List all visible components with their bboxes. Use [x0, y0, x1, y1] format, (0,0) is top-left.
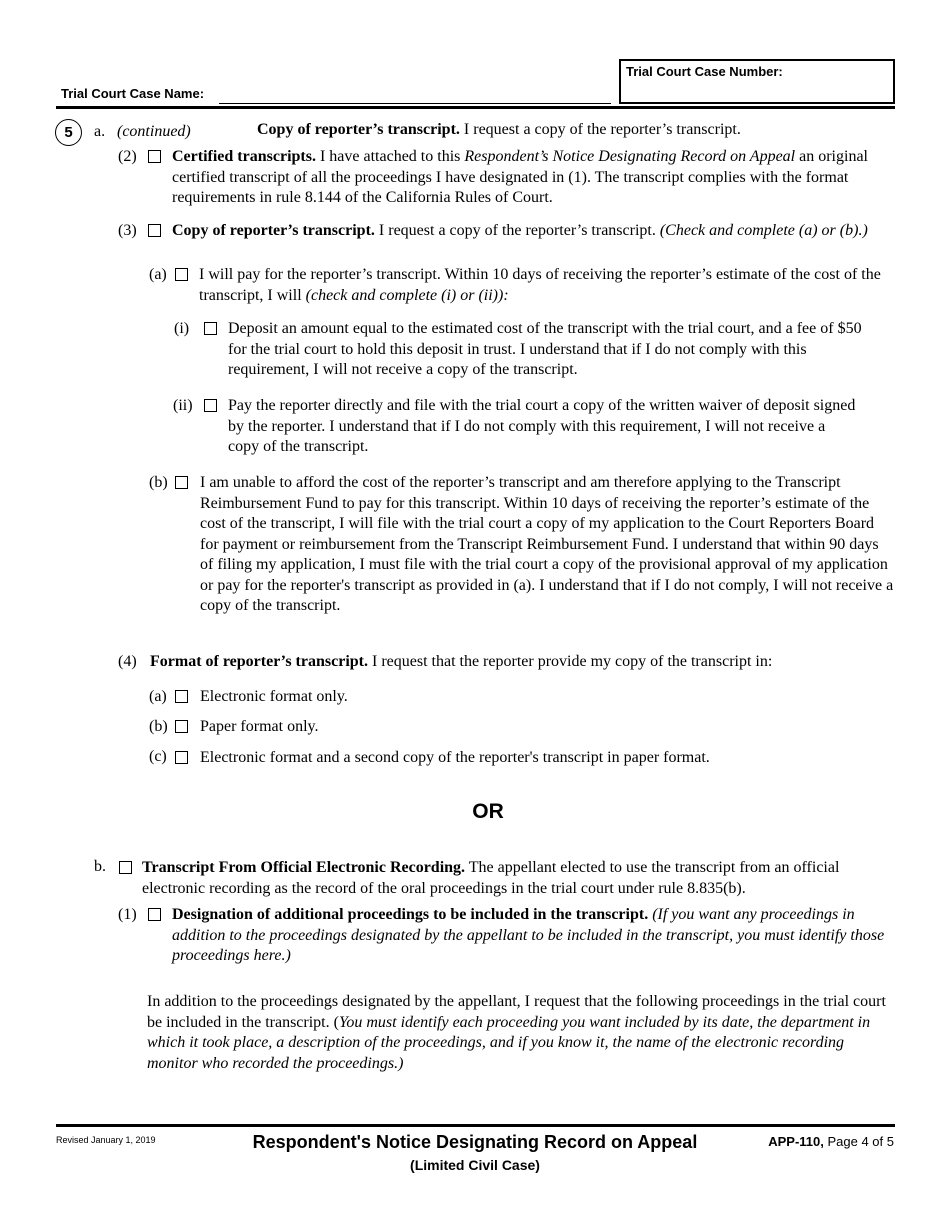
item-b-para-t1: In addition to the proceedings designated by the appellant, I request that the following proceedings in the trial court be included in the transcript. ( [147, 993, 886, 1031]
item-b-bold: Transcript From Official Electronic Recording. [142, 859, 466, 876]
item-b-para-italic: You must identify each proceeding you want included by its date, the department in which it took place, a description of the proceedings, and if you know it, the name of the electronic recording monitor who recorded the proceedings.) [147, 1013, 871, 1072]
paper-format-checkbox[interactable] [175, 720, 188, 733]
item-number: 5 [64, 124, 73, 141]
item-a-intro-bold: Copy of reporter’s transcript. [257, 121, 460, 138]
item-3a-t1: I will pay for the reporter’s transcript. Within 10 days of receiving the reporter’s estimate of the cost of the transcript, I will [199, 266, 881, 304]
item-a-intro [257, 120, 741, 141]
item-a-continued [117, 122, 191, 143]
case-name-field[interactable] [219, 102, 611, 104]
or-divider: OR [472, 800, 504, 823]
additional-proceedings-checkbox[interactable] [148, 908, 161, 921]
item-3a-text [199, 265, 891, 306]
item-b1-number: (1) [118, 906, 137, 923]
item-b1-italic: (If you want any proceedings in addition to the proceedings designated by the appellant to be included in the transcript, you must identify those proceedings here.) [172, 906, 885, 964]
item-b-text [142, 858, 892, 899]
item-2-t2: an original certified transcript of all the proceedings I have designated in (1). The transcript complies with the format requirements in rule 8.144 of the California Rules of Court. [172, 148, 868, 206]
item-3-t1: I request a copy of the reporter’s transcript. [374, 222, 660, 239]
item-b-rest: The appellant elected to use the transcript from an official electronic recording as the record of the oral proceedings in the trial court under rule 8.835(b). [142, 859, 840, 897]
item-a-intro-rest: I request a copy of the reporter’s transcript. [459, 121, 741, 138]
footer-title: Respondent's Notice Designating Record on Appeal [252, 1132, 698, 1152]
pay-directly-checkbox[interactable] [204, 399, 217, 412]
item-ii-label: (ii) [173, 397, 193, 414]
item-4a-label: (a) [149, 688, 167, 705]
electronic-and-paper-checkbox[interactable] [175, 751, 188, 764]
certified-transcripts-checkbox[interactable] [148, 150, 161, 163]
item-3-bold: Copy of reporter’s transcript. [172, 222, 375, 239]
item-4b-label: (b) [149, 718, 168, 735]
item-b1-bold: Designation of additional proceedings to be included in the transcript. [172, 906, 649, 923]
item-4-number: (4) [118, 653, 137, 670]
item-b-label: b. [94, 858, 106, 875]
item-4b-text: Paper format only. [200, 718, 319, 735]
deposit-checkbox[interactable] [204, 322, 217, 335]
item-4a-text: Electronic format only. [200, 688, 348, 705]
item-i-label: (i) [174, 320, 190, 337]
page-number: Page 4 of 5 [823, 1134, 894, 1149]
revised-date: Revised January 1, 2019 [56, 1135, 156, 1145]
form-id: APP-110, [768, 1134, 824, 1149]
item-2-text [172, 147, 888, 209]
copy-transcript-checkbox[interactable] [148, 224, 161, 237]
item-b1-text [172, 905, 890, 967]
form-page-info [768, 1134, 894, 1149]
item-3-italic: (Check and complete (a) or (b).) [659, 222, 868, 239]
electronic-recording-checkbox[interactable] [119, 861, 132, 874]
header-rule [56, 106, 895, 109]
item-a-label: a. [94, 123, 106, 140]
item-4c-text: Electronic format and a second copy of the reporter's transcript in paper format. [200, 749, 710, 766]
item-2-number: (2) [118, 148, 137, 165]
item-2-t1: I have attached to this [315, 148, 465, 165]
case-number-label: Trial Court Case Number: [626, 64, 783, 79]
continued-text: (continued) [117, 123, 191, 140]
item-ii-text: Pay the reporter directly and file with the trial court a copy of the written waiver of deposit signed by the reporter. I understand that if I do not comply with this requirement, I will not receive a copy of the transcript. [228, 397, 856, 455]
item-4-bold: Format of reporter’s transcript. [150, 653, 368, 670]
item-4-text [150, 652, 890, 673]
item-b-paragraph [147, 992, 887, 1074]
electronic-format-checkbox[interactable] [175, 690, 188, 703]
item-i-text: Deposit an amount equal to the estimated cost of the transcript with the trial court, and a fee of $50 for the trial court to hold this deposit in trust. I understand that if I do not comply with this requirement, I will not receive a copy of the transcript. [228, 320, 862, 378]
item-3a-italic: (check and complete (i) or (ii)): [305, 286, 509, 304]
item-2-italic: Respondent’s Notice Designating Record on Appeal [464, 148, 796, 165]
case-name-label: Trial Court Case Name: [61, 86, 205, 101]
item-3-number: (3) [118, 222, 137, 239]
item-2-bold: Certified transcripts. [172, 148, 316, 165]
footer-subtitle: (Limited Civil Case) [410, 1157, 540, 1173]
pay-transcript-checkbox[interactable] [175, 268, 188, 281]
case-number-box[interactable] [619, 59, 895, 104]
item-3b-label: (b) [149, 474, 168, 491]
item-3a-label: (a) [149, 266, 167, 283]
item-3-text [172, 221, 888, 242]
item-4-rest: I request that the reporter provide my copy of the transcript in: [367, 653, 773, 670]
reimbursement-fund-checkbox[interactable] [175, 476, 188, 489]
item-3b-text: I am unable to afford the cost of the reporter’s transcript and am therefore applying to the Transcript Reimbursement Fund to pay for this transcript. Within 10 days of receiving the reporter’s estimate of the cost of the transcript, I will file with the trial court a copy of my application to the Court Reporters Board for payment or reimbursement from the Transcript Reimbursement Fund. I understand that within 90 days of filing my application, I must file with the trial court a copy of the provisional approval of my application or pay for the reporter's transcript as provided in (a). I understand that if I do not comply, I will not receive a copy of the transcript. [200, 474, 894, 614]
item-number-circle [55, 119, 82, 146]
footer-rule [56, 1124, 895, 1127]
item-4c-label: (c) [149, 748, 167, 765]
